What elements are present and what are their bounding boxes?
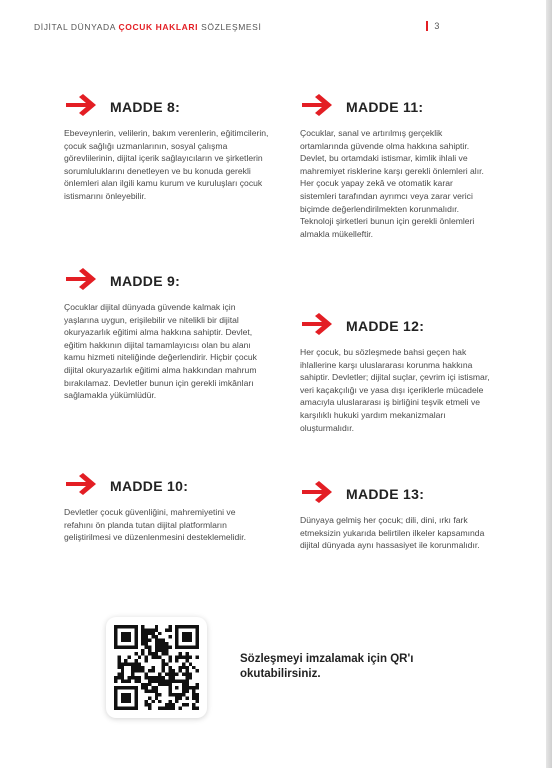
page-edge (546, 0, 552, 768)
article-madde-9 (64, 269, 264, 402)
page-number: 3 (426, 21, 440, 31)
article-body: Çocuklar dijital dünyada güvende kalmak için yaşlarına uygun, erişilebilir ve nitelikli bir dijital okuryazarlık eğitimi alma hakkına sahiptir. Devlet, eğitim hakkının dijital tamamlayıcısı olan bu alanı kamu hizmeti niteliğinde değerlendirir. Hiçbir çocuk dijital okuryazarlık eğitimi alma hakkından mahrum bırakılamaz. Devletler bunun için gerekli imkânları sağlamakla yükümlüdür. (64, 302, 257, 401)
red-arrow-icon (64, 473, 110, 500)
header-accent: ÇOCUK HAKLARI (118, 22, 199, 32)
article-title: MADDE 10: (110, 478, 189, 494)
article-madde-11 (300, 95, 490, 240)
article-title: MADDE 11: (346, 99, 424, 115)
article-madde-12 (300, 314, 490, 434)
article-madde-10 (64, 474, 264, 544)
qr-code-card[interactable] (106, 617, 207, 718)
article-body: Dünyaya gelmiş her çocuk; dili, dini, ırkı fark etmeksizin yukarıda belirtilen ilkeler kapsamında dijital dünyada aynı hassasiyet ile korunmalıdır. (300, 515, 485, 551)
qr-caption: Sözleşmeyi imzalamak için QR'ı okutabilirsiniz. (240, 653, 414, 680)
article-body: Çocuklar, sanal ve artırılmış gerçeklik ortamlarında güvende olma hakkına sahiptir. Devlet, bu ortamdaki istismar, kimlik ihlali ve mahremiyet risklerine karşı gerekli önlemleri alır. Her çocuk yapay zekâ ve otomatik karar sistemleri tarafından ayrımcı veya zarar verici biçimde değerlendirilmekten korunmalıdır. Teknoloji şirketleri bunun için gerekli önlemleri almakla mükelleftir. (300, 128, 484, 239)
article-title: MADDE 9: (110, 273, 181, 289)
red-arrow-icon (300, 313, 346, 340)
header-prefix: DİJİTAL DÜNYADA (34, 22, 119, 32)
red-arrow-icon (64, 94, 110, 121)
article-title: MADDE 12: (346, 318, 425, 334)
article-madde-13 (300, 482, 490, 552)
article-body: Her çocuk, bu sözleşmede bahsi geçen hak ihlallerine karşı uluslararası korunma hakkına sahiptir. Devletler; dijital suçlar, çevrim içi istismar, veri kaçakçılığı ve yasa dışı içeriklerle mücadele amacıyla uluslararası iş birliğini teşvik etmeli ve karşılıklı hukuki yardım mekanizmaları oluşturmalıdır. (300, 347, 490, 433)
document-header (34, 22, 512, 38)
red-arrow-icon (64, 268, 110, 295)
red-arrow-icon (300, 94, 346, 121)
red-arrow-icon (300, 481, 346, 508)
article-body: Ebeveynlerin, velilerin, bakım verenlerin, eğitimcilerin, çocuk sağlığı uzmanlarının, sosyal çalışma görevlilerinin, dijital içerik sağlayıcıların ve şirketlerin sorumluluklarını denetleyen ve bu konuda gerekli önlemleri alan ilgili kamu kurum ve kuruluşları çocuk istismarını önleyebilir. (64, 128, 269, 201)
article-title: MADDE 13: (346, 486, 425, 502)
header-suffix: SÖZLEŞMESİ (198, 22, 262, 32)
article-title: MADDE 8: (110, 99, 181, 115)
article-body: Devletler çocuk güvenliğini, mahremiyetini ve refahını ön planda tutan dijital platformların geliştirilmesi ve düzenlenmesini desteklemelidir. (64, 507, 246, 543)
article-madde-8 (64, 95, 274, 203)
